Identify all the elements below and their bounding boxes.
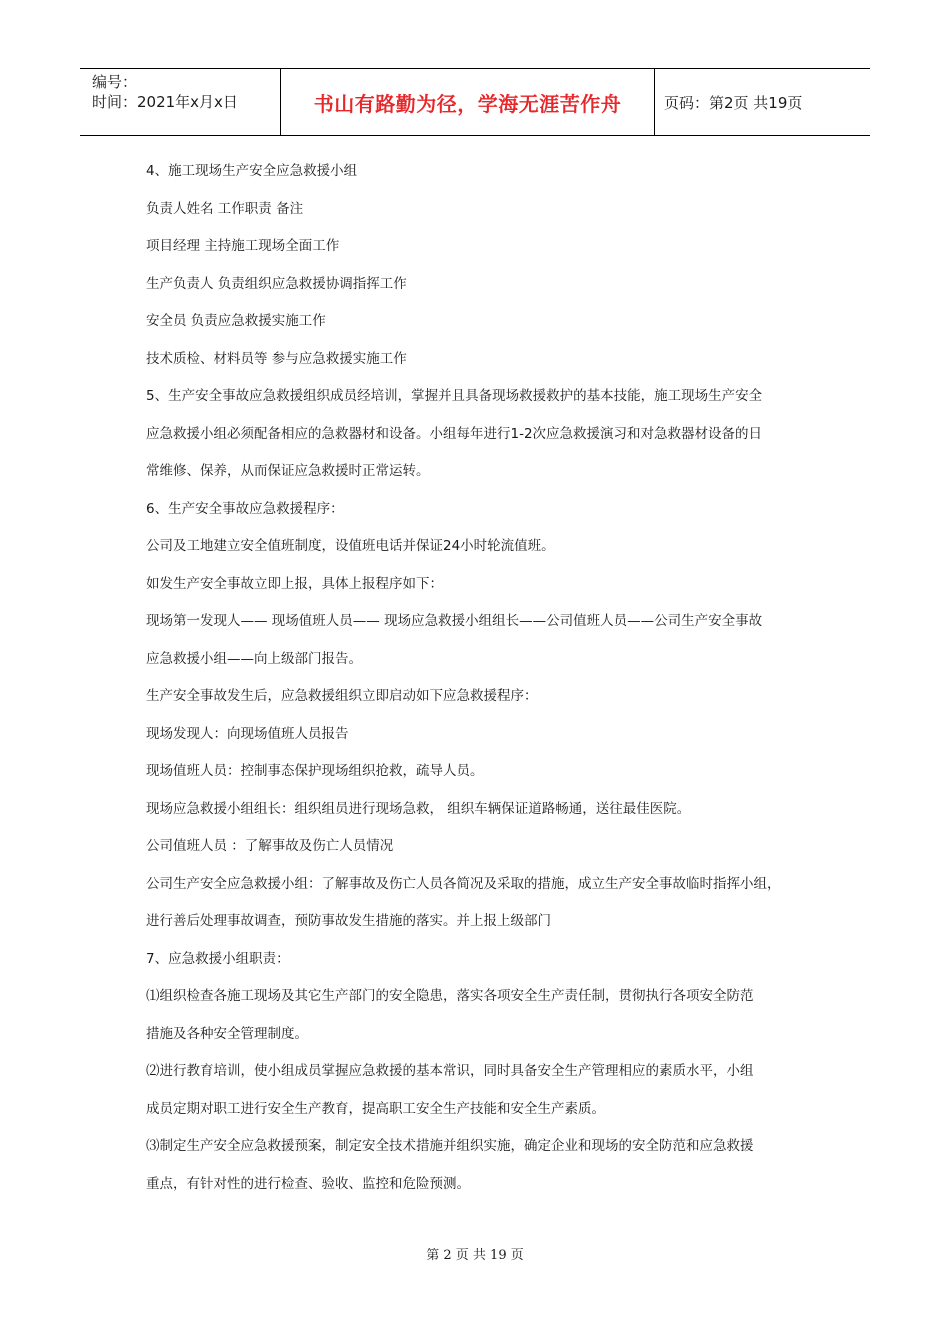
text-line: ⑵进行教育培训，使小组成员掌握应急救援的基本常识，同时具备安全生产管理相应的素质水平，小组	[146, 1063, 754, 1079]
text-line: 技术质检、材料员等 参与应急救援实施工作	[146, 350, 407, 367]
text-line: 负责人姓名 工作职责 备注	[146, 200, 304, 217]
text-line: 4、施工现场生产安全应急救援小组	[146, 163, 358, 179]
text-line: 如发生产安全事故立即上报，具体上报程序如下：	[146, 575, 443, 592]
document-body	[146, 154, 826, 1204]
text-line: 措施及各种安全管理制度。	[146, 1025, 308, 1042]
text-line: 现场第一发现人—— 现场值班人员—— 现场应急救援小组组长——公司值班人员——公司生产安全事故	[146, 613, 763, 629]
text-line: 5、生产安全事故应急救援组织成员经培训，掌握并且具备现场救援救护的基本技能，施工现场生产安全	[146, 388, 763, 404]
text-line: 现场应急救援小组组长：组织组员进行现场急救， 组织车辆保证道路畅通，送往最佳医院。	[146, 800, 691, 817]
text-line: 成员定期对职工进行安全生产教育，提高职工安全生产技能和安全生产素质。	[146, 1100, 605, 1117]
text-line: 公司及工地建立安全值班制度，设值班电话并保证24小时轮流值班。	[146, 538, 555, 554]
text-line: 生产安全事故发生后，应急救援组织立即启动如下应急救援程序：	[146, 688, 538, 704]
text-line: 现场发现人：向现场值班人员报告	[146, 725, 349, 742]
header-page-number: 页码：第2页 共19页	[664, 93, 803, 112]
text-line: 安全员 负责应急救援实施工作	[146, 313, 326, 329]
document-number: 编号：	[92, 73, 138, 91]
text-line: 生产负责人 负责组织应急救援协调指挥工作	[146, 275, 407, 292]
text-line: ⑶制定生产安全应急救援预案，制定安全技术措施并组织实施，确定企业和现场的安全防范和应急救援	[146, 1138, 754, 1154]
page-footer: 第 2 页 共 19 页	[426, 1248, 524, 1263]
header-motto: 书山有路勤为径，学海无涯苦作舟	[281, 69, 655, 135]
text-line: 项目经理 主持施工现场全面工作	[146, 238, 340, 254]
text-line: 进行善后处理事故调查，预防事故发生措施的落实。并上报上级部门	[146, 913, 551, 929]
text-line: 常维修、保养，从而保证应急救援时正常运转。	[146, 463, 430, 479]
document-date: 时间：2021年x月x日	[92, 93, 238, 111]
text-line: 6、生产安全事故应急救援程序：	[146, 500, 344, 517]
text-line: 应急救援小组——向上级部门报告。	[146, 650, 362, 667]
text-line: 现场值班人员：控制事态保护现场组织抢救，疏导人员。	[146, 763, 484, 779]
text-line: 重点，有针对性的进行检查、验收、监控和危险预测。	[146, 1175, 470, 1192]
text-line: 应急救援小组必须配备相应的急救器材和设备。小组每年进行1-2次应急救援演习和对急救器材设备的日	[146, 425, 763, 442]
text-line: 公司值班人员 ：了解事故及伤亡人员情况	[146, 838, 394, 854]
text-line: 7、应急救援小组职责：	[146, 950, 290, 967]
text-line: ⑴组织检查各施工现场及其它生产部门的安全隐患，落实各项安全生产责任制，贯彻执行各项安全防范	[146, 988, 754, 1004]
header-meta	[80, 69, 281, 135]
text-line: 公司生产安全应急救援小组：了解事故及伤亡人员各简况及采取的措施，成立生产安全事故临时指挥小组，	[146, 875, 781, 892]
page-header	[80, 68, 870, 136]
